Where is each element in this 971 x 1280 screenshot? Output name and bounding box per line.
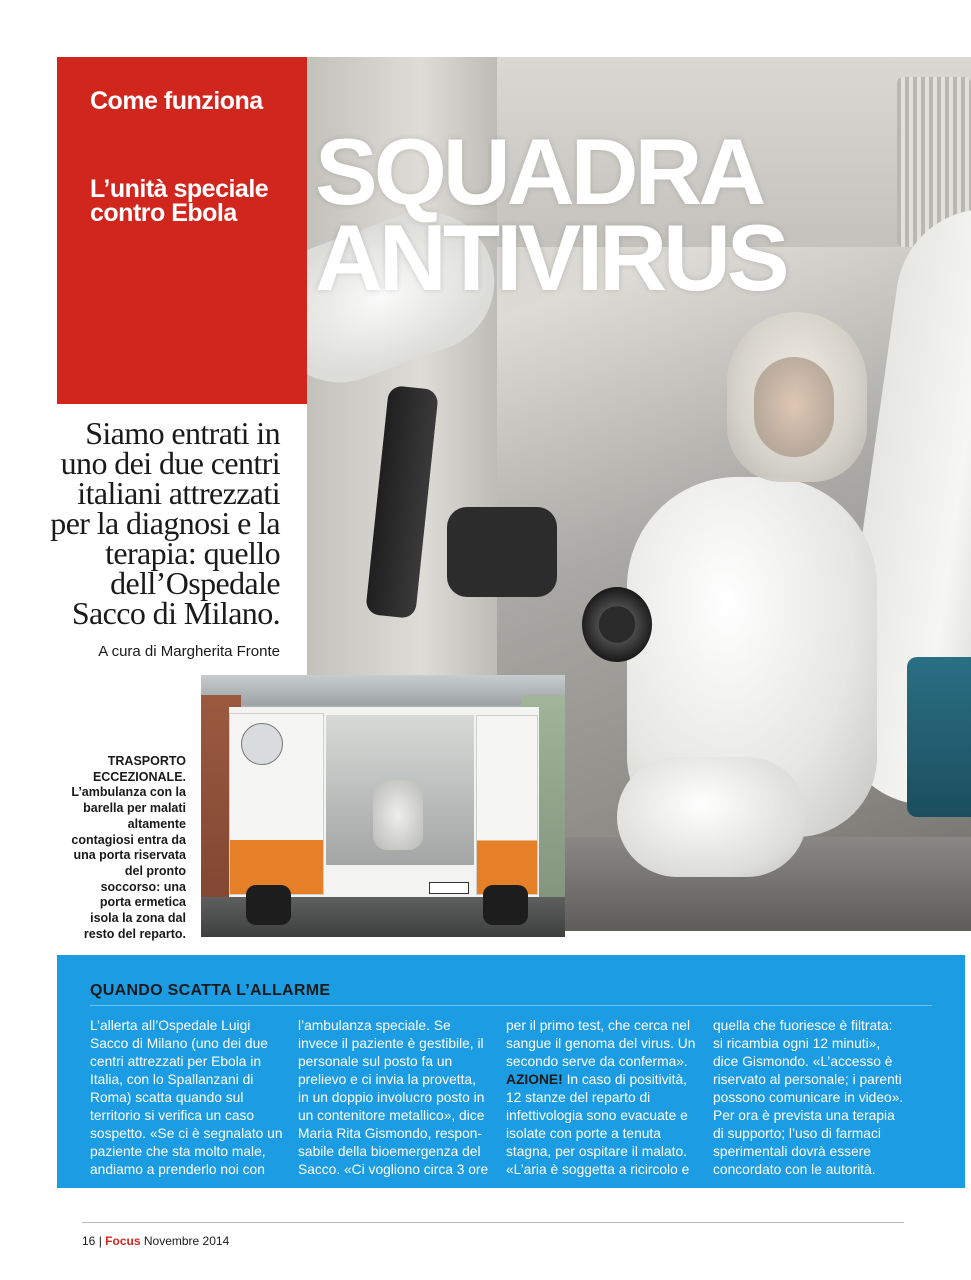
text-line: prelievo e ci invia la provetta, xyxy=(298,1072,476,1087)
text-line xyxy=(506,1071,687,1089)
byline: A cura di Margherita Fronte xyxy=(98,643,280,660)
headline-line-2: ANTIVIRUS xyxy=(315,205,786,310)
section-kicker: Come funziona xyxy=(90,87,263,115)
intro-box xyxy=(57,57,307,404)
page-footer xyxy=(82,1234,229,1248)
text-line: sospetto. «Se ci è segnalato un xyxy=(90,1126,283,1141)
photo-caption xyxy=(70,754,186,942)
text-line: un contenitore metallico», dice xyxy=(298,1108,485,1123)
photo-stretcher xyxy=(907,657,971,817)
photo-canopy xyxy=(201,675,565,705)
ambulance-photo xyxy=(201,675,565,937)
text-line: Roma) scatta quando sul xyxy=(90,1090,244,1105)
text-line: andiamo a prenderlo noi con xyxy=(90,1162,265,1177)
text-line: sperimentali dovrà essere xyxy=(713,1144,871,1159)
text-line: Sacco. «Ci vogliono circa 3 ore xyxy=(298,1162,489,1177)
text-line: dice Gismondo. «L’accesso è xyxy=(713,1054,893,1069)
text-line: L’allerta all’Ospedale Luigi xyxy=(90,1018,251,1033)
box-rule xyxy=(90,1005,932,1006)
text-line: in un doppio involucro posto in xyxy=(298,1090,485,1105)
caption-body: L’ambulanza con la barella per malati altamente contagiosi entra da una porta riservata del pronto soccorso: una porta ermetica isola la zona dal resto del reparto. xyxy=(71,785,186,941)
text-line: personale sul posto fa un xyxy=(298,1054,453,1069)
text-line: sangue il genoma del virus. Un xyxy=(506,1036,696,1051)
text-line: di supporto; l’uso di farmaci xyxy=(713,1126,881,1141)
text-line: riservato al personale; i parenti xyxy=(713,1072,902,1087)
text-line: per il primo test, che cerca nel xyxy=(506,1018,691,1033)
photo-suit-visor xyxy=(754,357,834,457)
photo-wheel-right xyxy=(483,885,528,925)
photo-suit-leg xyxy=(617,757,807,877)
text-line: Per ora è prevista una terapia xyxy=(713,1108,895,1123)
text-line: invece il paziente è gestibile, il xyxy=(298,1036,484,1051)
sidebar-box xyxy=(57,955,965,1188)
box-column-3 xyxy=(506,1017,696,1179)
text-line: Maria Rita Gismondo, respon- xyxy=(298,1126,483,1141)
photo-license-plate xyxy=(429,882,469,894)
headline xyxy=(315,119,965,310)
standfirst: Siamo entrati in uno dei due centri italiani attrezzati per la diagnosi e la terapia: quello dell’Ospedale Sacco di Milano. xyxy=(50,415,280,631)
photo-air-filter xyxy=(582,587,652,662)
text-line: sabile della bioemergenza del xyxy=(298,1144,481,1159)
text-line: paziente che sta molto male, xyxy=(90,1144,266,1159)
inline-heading-azione: AZIONE! xyxy=(506,1072,563,1087)
footer-separator: | xyxy=(98,1234,102,1248)
box-column-1 xyxy=(90,1017,283,1179)
box-title: QUANDO SCATTA L’ALLARME xyxy=(90,982,331,999)
magazine-brand: Focus xyxy=(105,1234,141,1248)
text-line: isolate con porte a tenuta xyxy=(506,1126,661,1141)
photo-right-door xyxy=(476,715,538,895)
text-span: In caso di positività, xyxy=(566,1072,687,1087)
photo-wheel-left xyxy=(246,885,291,925)
headline-line-1: SQUADRA xyxy=(315,119,763,224)
caption-title: TRASPORTO ECCEZIONALE. xyxy=(92,754,186,784)
text-line: concordato con le autorità. xyxy=(713,1162,876,1177)
text-line: Sacco di Milano (uno dei due xyxy=(90,1036,268,1051)
page-number: 16 xyxy=(82,1234,96,1248)
text-line: quella che fuoriesce è filtrata: xyxy=(713,1018,893,1033)
text-line: Italia, con lo Spallanzani di xyxy=(90,1072,254,1087)
text-line: possono comunicare in video». xyxy=(713,1090,904,1105)
text-line: infettivologia sono evacuate e xyxy=(506,1108,688,1123)
section-subkicker: L’unità speciale contro Ebola xyxy=(90,175,269,227)
text-line: territorio si verifica un caso xyxy=(90,1108,255,1123)
text-line: si ricambia ogni 12 minuti», xyxy=(713,1036,881,1051)
photo-stretcher-pod xyxy=(373,780,423,850)
text-line: «L’aria è soggetta a ricircolo e xyxy=(506,1162,690,1177)
text-line: stagna, per ospitare il malato. xyxy=(506,1144,687,1159)
box-column-2 xyxy=(298,1017,489,1179)
box-column-4 xyxy=(713,1017,904,1179)
text-line: centri attrezzati per Ebola in xyxy=(90,1054,262,1069)
text-line: l’ambulanza speciale. Se xyxy=(298,1018,451,1033)
text-line: 12 stanze del reparto di xyxy=(506,1090,651,1105)
footer-rule xyxy=(82,1222,904,1223)
photo-holder xyxy=(447,507,557,597)
text-line: secondo serve da conferma». xyxy=(506,1054,688,1069)
star-of-life-icon xyxy=(241,723,283,765)
issue-date: Novembre 2014 xyxy=(143,1234,230,1248)
